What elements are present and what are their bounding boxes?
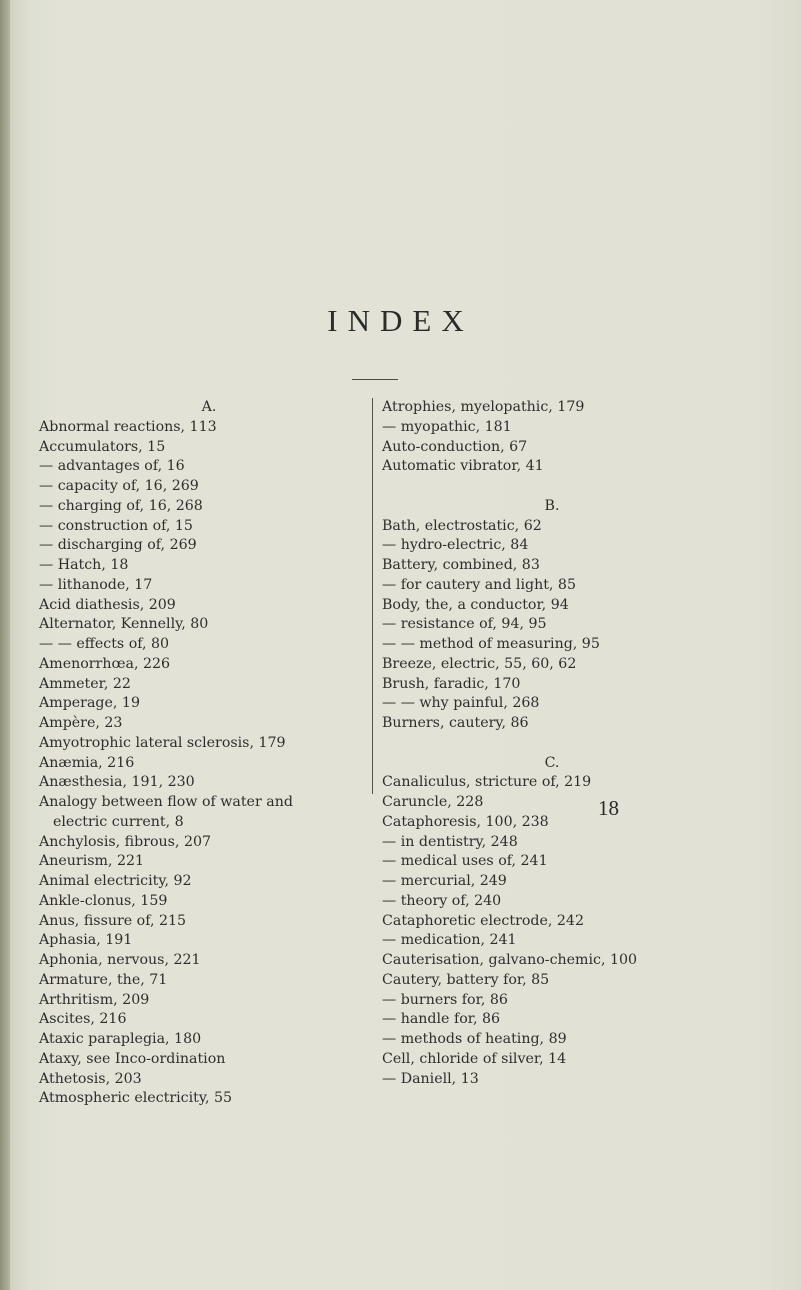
index-entry: Anæsthesia, 191, 230: [39, 774, 195, 791]
index-entry: Acid diathesis, 209: [39, 596, 176, 613]
index-entry: Canaliculus, stricture of, 219: [382, 774, 592, 791]
index-entry: Armature, the, 71: [39, 971, 168, 988]
index-entry: — medical uses of, 241: [382, 853, 548, 870]
index-entry: — myopathic, 181: [382, 418, 512, 435]
index-entry: — mercurial, 249: [382, 873, 507, 889]
index-entry: — — why painful, 268: [382, 695, 540, 712]
index-entry: Arthritism, 209: [39, 991, 150, 1008]
index-entry: — handle for, 86: [382, 1011, 501, 1028]
index-entry: Breeze, electric, 55, 60, 62: [382, 655, 577, 672]
index-entry: — in dentistry, 248: [382, 833, 518, 850]
index-entry: Automatic vibrator, 41: [382, 458, 544, 475]
index-entry: Anchylosis, fibrous, 207: [39, 833, 212, 850]
page-number: 18: [598, 796, 619, 820]
index-entry: Anæmia, 216: [39, 754, 135, 771]
index-entry: — Hatch, 18: [39, 557, 129, 573]
index-entry: Bath, electrostatic, 62: [382, 517, 542, 534]
index-entry-continuation: electric current, 8: [53, 813, 184, 830]
spacer: [382, 734, 722, 754]
index-entry: Amperage, 19: [39, 695, 140, 712]
index-entry: Cell, chloride of silver, 14: [382, 1050, 567, 1067]
index-entry: Ankle-clonus, 159: [39, 892, 168, 909]
index-entry: Body, the, a conductor, 94: [382, 596, 569, 613]
index-entry: Ampère, 23: [39, 715, 123, 731]
index-entry: Ascites, 216: [39, 1011, 127, 1028]
index-entry: Anus, fissure of, 215: [39, 912, 187, 929]
index-entry: Battery, combined, 83: [382, 557, 540, 573]
index-entry: Animal electricity, 92: [39, 873, 192, 889]
index-entry: Amenorrhœa, 226: [39, 655, 171, 672]
index-entry: — discharging of, 269: [39, 537, 197, 554]
index-entry: Atmospheric electricity, 55: [39, 1090, 233, 1107]
index-entry: Analogy between flow of water and: [39, 794, 293, 810]
index-entry: — charging of, 16, 268: [39, 497, 203, 514]
index-entry: Cataphoresis, 100, 238: [382, 813, 549, 830]
index-entry: Aphonia, nervous, 221: [39, 952, 201, 968]
index-entry: Aneurism, 221: [39, 853, 145, 870]
spacer: [382, 477, 722, 497]
index-entry: Caruncle, 228: [382, 794, 484, 810]
index-entry: Alternator, Kennelly, 80: [39, 616, 209, 633]
index-column-right: [382, 398, 722, 1089]
index-entry: Burners, cautery, 86: [382, 715, 529, 731]
index-entry: Amyotrophic lateral sclerosis, 179: [39, 734, 286, 751]
section-letter: C.: [544, 754, 560, 771]
index-entry: — Daniell, 13: [382, 1070, 479, 1087]
index-entry: — lithanode, 17: [39, 576, 153, 593]
index-entry: Ataxic paraplegia, 180: [39, 1031, 202, 1047]
page-title: INDEX: [327, 303, 474, 338]
index-entry: — — method of measuring, 95: [382, 636, 600, 652]
index-entry: Athetosis, 203: [39, 1070, 142, 1087]
index-entry: Accumulators, 15: [39, 438, 166, 455]
title-rule: [352, 379, 398, 380]
index-entry: Ataxy, see Inco-ordination: [39, 1050, 226, 1067]
section-letter: B.: [544, 497, 560, 514]
index-entry: Aphasia, 191: [39, 932, 133, 949]
index-entry: Cataphoretic electrode, 242: [382, 912, 584, 929]
index-entry: — — effects of, 80: [39, 636, 170, 652]
index-entry: — medication, 241: [382, 932, 517, 949]
index-entry: Ammeter, 22: [39, 675, 131, 692]
index-entry: Auto-conduction, 67: [382, 438, 528, 455]
index-entry: — burners for, 86: [382, 991, 508, 1008]
index-entry: — advantages of, 16: [39, 458, 185, 475]
column-divider: [372, 398, 373, 794]
index-entry: — for cautery and light, 85: [382, 576, 576, 593]
index-entry: — methods of heating, 89: [382, 1031, 567, 1047]
index-entry: Brush, faradic, 170: [382, 675, 521, 692]
index-entry: — theory of, 240: [382, 892, 502, 909]
section-letter: A.: [201, 399, 217, 415]
index-entry: — construction of, 15: [39, 517, 193, 534]
index-entry: — capacity of, 16, 269: [39, 478, 199, 494]
index-entry: Abnormal reactions, 113: [39, 418, 217, 435]
book-spine-shadow: [0, 0, 10, 1290]
index-entry: — resistance of, 94, 95: [382, 616, 547, 633]
index-entry: Cauterisation, galvano-chemic, 100: [382, 952, 638, 968]
index-entry: Cautery, battery for, 85: [382, 971, 550, 988]
index-column-left: [39, 398, 379, 1109]
index-entry: Atrophies, myelopathic, 179: [382, 399, 585, 415]
index-entry: — hydro-electric, 84: [382, 537, 529, 554]
